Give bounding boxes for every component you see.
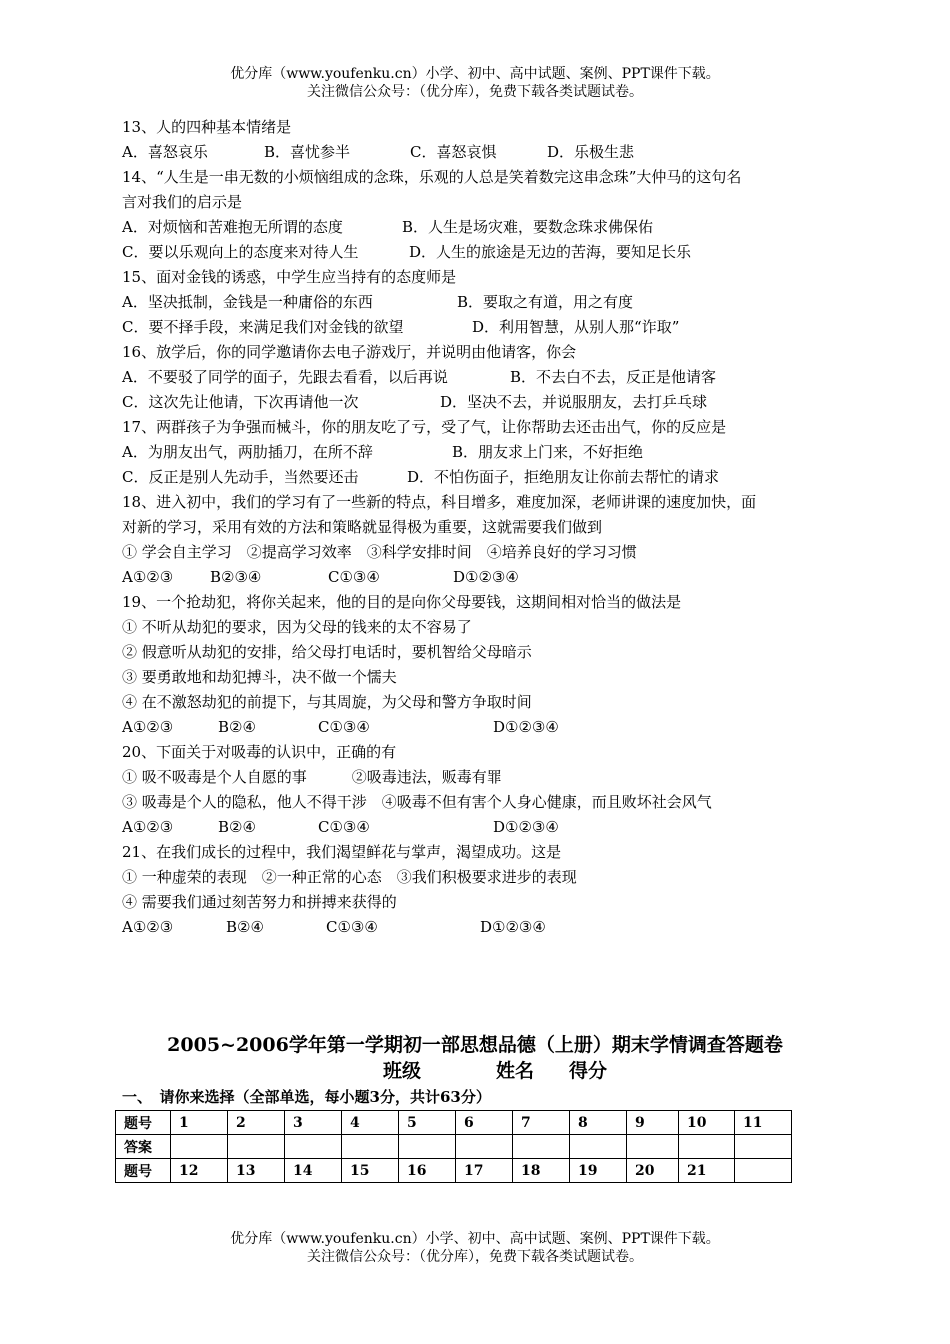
answer-cell[interactable] [679,1135,735,1159]
statement-3: ③ 要勇敢地和劫犯搏斗，决不做一个懦夫 [122,668,397,686]
answer-cell[interactable] [285,1135,342,1159]
number-cell: 11 [735,1111,792,1135]
number-cell: 14 [285,1159,342,1183]
options-row [122,365,832,390]
header-line-2: 关注微信公众号：（优分库），免费下载各类试题试卷。 [307,84,643,100]
option-b: B．喜忧参半 [264,143,351,161]
option-c: C．要不择手段，来满足我们对金钱的欲望 [122,318,404,336]
question-stem-cont: 言对我们的启示是 [122,193,243,211]
answer-table [115,1110,792,1183]
number-cell: 17 [456,1159,513,1183]
number-cell: 19 [570,1159,627,1183]
option-b: B②④ [218,818,256,836]
number-cell: 8 [570,1111,627,1135]
answer-row [116,1135,792,1159]
question-stem: 20、下面关于对吸毒的认识中，正确的有 [122,743,397,761]
options-row [122,290,832,315]
number-cell: 3 [285,1111,342,1135]
option-d: D．利用智慧，从别人那“诈取” [472,318,680,336]
option-b: B②④ [218,718,256,736]
option-d: D①②③④ [493,818,559,836]
row-label: 答案 [116,1135,171,1159]
class-field-label: 班级 [382,1060,421,1082]
number-cell: 2 [228,1111,285,1135]
number-cell: 4 [342,1111,399,1135]
option-b: B②④ [226,918,264,936]
option-a: A①②③ [122,818,174,836]
statement-4: ④ 在不激怒劫犯的前提下，与其周旋，为父母和警方争取时间 [122,693,532,711]
question-16 [122,340,832,415]
question-19 [122,590,832,740]
option-d: D．人生的旅途是无边的苦海，要知足长乐 [409,243,692,261]
options-row [122,240,832,265]
question-20 [122,740,832,840]
option-a: A．不要驳了同学的面子，先跟去看看，以后再说 [122,368,448,386]
number-cell: 6 [456,1111,513,1135]
statement-2: ② 假意听从劫犯的安排，给父母打电话时，要机智给父母暗示 [122,643,532,661]
student-info-row [0,1058,950,1084]
number-cell: 10 [679,1111,735,1135]
option-b: B．不去白不去，反正是他请客 [510,368,717,386]
answer-cell[interactable] [735,1135,792,1159]
question-stem: 14、“人生是一串无数的小烦恼组成的念珠，乐观的人总是笑着数完这串念珠”大仲马的这句名 [122,168,742,186]
question-18 [122,490,832,590]
question-stem: 17、两群孩子为争强而械斗，你的朋友吃了亏，受了气，让你帮助去还击出气，你的反应是 [122,418,727,436]
section-heading: 一、 请你来选择（全部单选，每小题3分，共计63分） [122,1088,491,1106]
options-row [122,915,832,940]
option-a: A．为朋友出气，两肋插刀，在所不辞 [122,443,373,461]
page-footer [0,1230,950,1266]
question-stem: 18、进入初中，我们的学习有了一些新的特点，科目增多，难度加深，老师讲课的速度加快，面 [122,493,757,511]
question-stem: 16、放学后，你的同学邀请你去电子游戏厅，并说明由他请客，你会 [122,343,577,361]
options-row [122,815,832,840]
options-row [122,715,832,740]
option-c: C．喜怒哀惧 [410,143,497,161]
question-17 [122,415,832,490]
question-stem: 13、人的四种基本情绪是 [122,118,292,136]
footer-line-2: 关注微信公众号：（优分库），免费下载各类试题试卷。 [307,1249,643,1265]
number-cell: 18 [513,1159,570,1183]
answer-cell[interactable] [570,1135,627,1159]
answer-cell[interactable] [627,1135,679,1159]
option-d: D．乐极生悲 [547,143,635,161]
statement-1: ① 不听从劫犯的要求，因为父母的钱来的太不容易了 [122,618,472,636]
answer-cell[interactable] [228,1135,285,1159]
option-c: C．这次先让他请，下次再请他一次 [122,393,359,411]
question-21 [122,840,832,940]
option-b: B．人生是场灾难，要数念珠求佛保佑 [402,218,654,236]
options-row [122,390,832,415]
question-stem: 21、在我们成长的过程中，我们渴望鲜花与掌声，渴望成功。这是 [122,843,562,861]
number-cell: 12 [171,1159,228,1183]
options-row [122,315,832,340]
number-cell: 7 [513,1111,570,1135]
option-c: C①③④ [326,918,378,936]
option-c: C①③④ [318,818,370,836]
question-stem: 19、一个抢劫犯，将你关起来，他的目的是向你父母要钱，这期间相对恰当的做法是 [122,593,682,611]
name-field-label: 姓名 [495,1060,534,1082]
header-line-1: 优分库（www.youfenku.cn）小学、初中、高中试题、案例、PPT课件下载。 [230,66,720,82]
score-field-label: 得分 [568,1060,607,1082]
option-d: D．坚决不去，并说服朋友，去打乒乓球 [440,393,708,411]
statement-list: ③ 吸毒是个人的隐私，他人不得干涉 ④吸毒不但有害个人身心健康，而且败坏社会风气 [122,793,712,811]
statement-4: ④ 需要我们通过刻苦努力和拼搏来获得的 [122,893,397,911]
number-cell: 13 [228,1159,285,1183]
question-15 [122,265,832,340]
options-row [122,215,832,240]
number-cell [735,1159,792,1183]
statement-list: ① 吸不吸毒是个人自愿的事 ②吸毒违法，贩毒有罪 [122,768,502,786]
answer-cell[interactable] [513,1135,570,1159]
option-d: D①②③④ [493,718,559,736]
option-a: A．喜怒哀乐 [122,143,208,161]
footer-line-1: 优分库（www.youfenku.cn）小学、初中、高中试题、案例、PPT课件下载。 [230,1231,720,1247]
option-d: D①②③④ [480,918,546,936]
answer-cell[interactable] [342,1135,399,1159]
question-stem: 15、面对金钱的诱惑，中学生应当持有的态度师是 [122,268,457,286]
answer-cell[interactable] [399,1135,456,1159]
number-cell: 20 [627,1159,679,1183]
answer-sheet [0,1032,950,1180]
question-number-row [116,1159,792,1183]
number-cell: 16 [399,1159,456,1183]
option-d: D．不怕伤面子，拒绝朋友让你前去帮忙的请求 [407,468,720,486]
number-cell: 9 [627,1111,679,1135]
row-label: 题号 [116,1159,171,1183]
statement-list: ① 一种虚荣的表现 ②一种正常的心态 ③我们积极要求进步的表现 [122,868,577,886]
question-13 [122,115,832,165]
option-c: C①③④ [318,718,370,736]
question-stem-cont: 对新的学习，采用有效的方法和策略就显得极为重要，这就需要我们做到 [122,518,603,536]
number-cell: 1 [171,1111,228,1135]
option-c: C．反正是别人先动手，当然要还击 [122,468,359,486]
option-a: A①②③ [122,718,174,736]
option-a: A．坚决抵制，金钱是一种庸俗的东西 [122,293,373,311]
question-list [122,115,832,940]
row-label: 题号 [116,1111,171,1135]
option-b: B②③④ [210,568,262,586]
statement-list: ① 学会自主学习 ②提高学习效率 ③科学安排时间 ④培养良好的学习习惯 [122,543,637,561]
option-b: B．要取之有道，用之有度 [457,293,634,311]
option-a: A①②③ [122,568,174,586]
option-c: C①③④ [328,568,380,586]
option-a: A①②③ [122,918,174,936]
page-header [0,65,950,101]
option-a: A．对烦恼和苦难抱无所谓的态度 [122,218,343,236]
question-14 [122,165,832,265]
number-cell: 5 [399,1111,456,1135]
answer-cell[interactable] [456,1135,513,1159]
number-cell: 21 [679,1159,735,1183]
option-b: B．朋友求上门来，不好拒绝 [452,443,644,461]
answer-sheet-title: 2005~2006学年第一学期初一部思想品德（上册）期末学情调查答题卷 [167,1034,783,1056]
options-row [122,440,832,465]
option-d: D①②③④ [453,568,519,586]
number-cell: 15 [342,1159,399,1183]
question-number-row [116,1111,792,1135]
options-row [122,465,832,490]
option-c: C．要以乐观向上的态度来对待人生 [122,243,359,261]
answer-cell[interactable] [171,1135,228,1159]
options-row [122,140,832,165]
options-row [122,565,832,590]
